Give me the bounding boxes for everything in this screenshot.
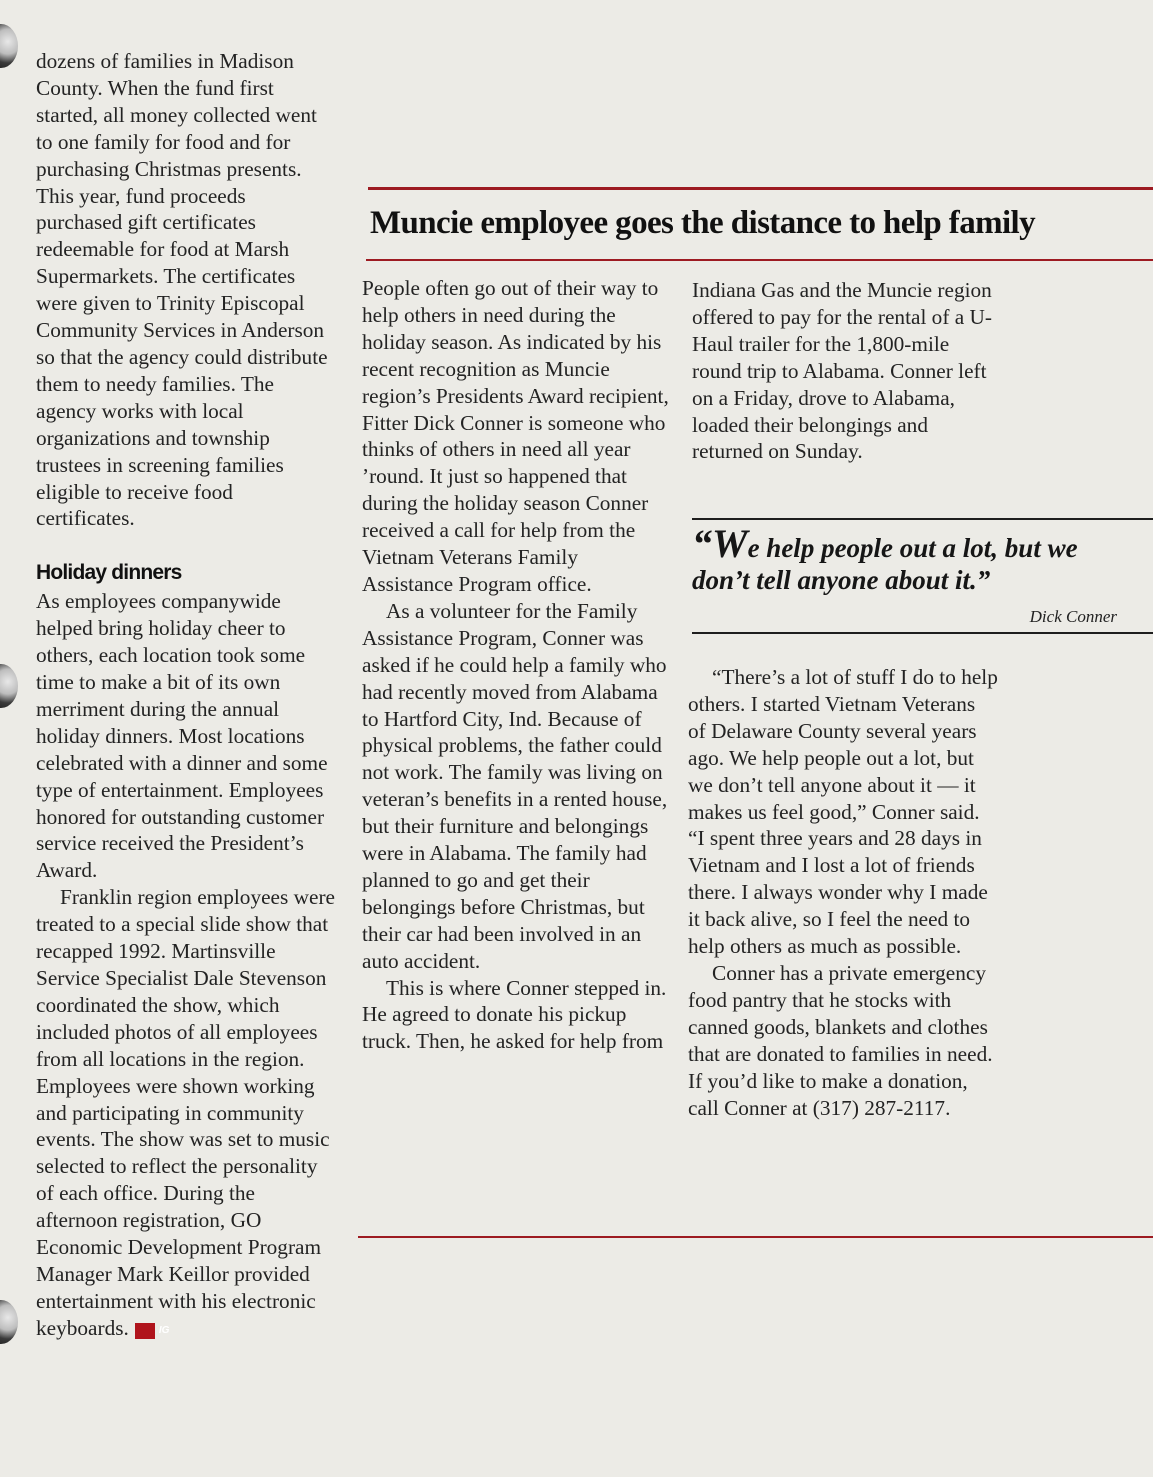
- article-column-2-top: [692, 277, 992, 465]
- article-column-1: [362, 275, 672, 1055]
- left-column: [36, 48, 336, 1342]
- left-paragraph-2: As employees companywide helped bring holiday cheer to others, each location took some time to make a bit of its own merriment during the annual holiday dinners. Most locations celebrated with a dinner and some type of entertainment. Employees honored for outstanding customer service received the President’s Award.: [36, 589, 328, 883]
- ig-end-mark-icon: IG: [135, 1323, 155, 1339]
- pullquote-top-rule: [692, 518, 1153, 520]
- pullquote-bottom-rule: [692, 632, 1153, 634]
- punch-hole-2: [0, 664, 18, 708]
- headline-bottom-rule: [366, 259, 1153, 261]
- punch-hole-1: [0, 24, 18, 68]
- article-headline: Muncie employee goes the distance to help family: [370, 205, 1036, 241]
- pull-quote: [692, 521, 1132, 596]
- article-top-rule: [368, 187, 1153, 190]
- pull-quote-initial: “W: [692, 521, 748, 566]
- article-paragraph-3: This is where Conner stepped in. He agreed to donate his pickup truck. Then, he asked for help from: [362, 975, 667, 1054]
- article-paragraph-4: Indiana Gas and the Muncie region offered to pay for the rental of a U-Haul trailer for the 1,800-mile round trip to Alabama. Conner left on a Friday, drove to Alabama, loaded their belongings and returned on Sunday.: [692, 278, 992, 464]
- article-column-2-bottom: [688, 664, 998, 1121]
- subhead-holiday-dinners: Holiday dinners: [36, 561, 182, 585]
- left-paragraph-3: [36, 884, 336, 1341]
- article-bottom-rule: [358, 1236, 1153, 1238]
- pull-quote-attribution: Dick Conner: [1029, 607, 1117, 626]
- pull-quote-text: e help people out a lot, but we don’t tell anyone about it.”: [692, 533, 1078, 595]
- article-paragraph-5: “There’s a lot of stuff I do to help others. I started Vietnam Veterans of Delaware County several years ago. We help people out a lot, but we don’t tell anyone about it — it makes us feel good,” Conner said. “I spent three years and 28 days in Vietnam and I lost a lot of friends there. I always wonder why I made it back alive, so I feel the need to help others as much as possible.: [688, 665, 998, 959]
- left-paragraph-3-text: Franklin region employees were treated to a special slide show that recapped 1992. Martinsville Service Specialist Dale Stevenson coordinated the show, which included photos of all employees from all locations in the region. Employees were shown working and participating in community events. The show was set to music selected to reflect the personality of each office. During the afternoon registration, GO Economic Development Program Manager Mark Keillor provided entertainment with his electronic keyboards.: [36, 885, 335, 1340]
- punch-hole-3: [0, 1300, 18, 1344]
- left-paragraph-1: dozens of families in Madison County. When the fund first started, all money collected went to one family for food and for purchasing Christmas presents. This year, fund proceeds purchased gift certificates redeemable for food at Marsh Supermarkets. The certificates were given to Trinity Episcopal Community Services in Anderson so that the agency could distribute them to needy families. The agency works with local organizations and township trustees in screening families eligible to receive food certificates.: [36, 49, 328, 531]
- article-paragraph-6: Conner has a private emergency food pantry that he stocks with canned goods, blankets and clothes that are donated to families in need. If you’d like to make a donation, call Conner at (317) 287-2117.: [688, 960, 993, 1120]
- article-paragraph-1: People often go out of their way to help others in need during the holiday season. As indicated by his recent recognition as Muncie region’s Presidents Award recipient, Fitter Dick Conner is someone who thinks of others in need all year ’round. It just so happened that during the holiday season Conner received a call for help from the Vietnam Veterans Family Assistance Program office.: [362, 276, 669, 596]
- article-paragraph-2: As a volunteer for the Family Assistance Program, Conner was asked if he could help a family who had recently moved from Alabama to Hartford City, Ind. Because of physical problems, the father could not work. The family was living on veteran’s benefits in a rented house, but their furniture and belongings were in Alabama. The family had planned to go and get their belongings before Christmas, but their car had been involved in an auto accident.: [362, 598, 668, 973]
